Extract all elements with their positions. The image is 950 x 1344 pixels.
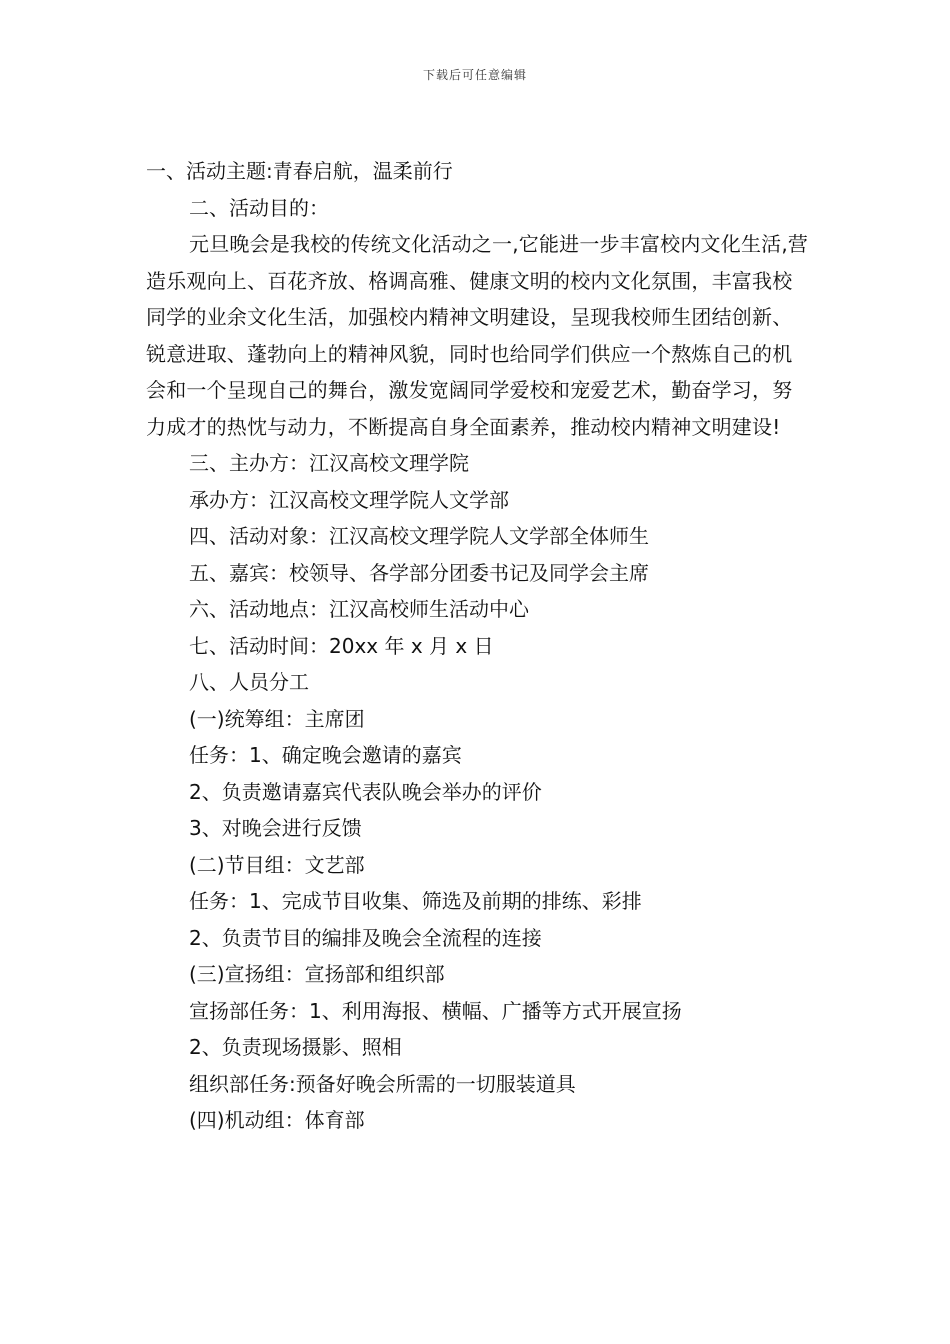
coordination-task-3: 3、对晚会进行反馈 <box>189 816 362 840</box>
section-staffing: 八、人员分工 <box>189 670 309 694</box>
group-program: (二)节目组：文艺部 <box>189 852 365 877</box>
group-publicity: (三)宣扬组：宣扬部和组织部 <box>189 962 445 986</box>
document-body <box>146 153 812 1139</box>
purpose-paragraph: 元旦晚会是我校的传统文化活动之一,它能进一步丰富校内文化生活,营造乐观向上、百花齐放、格调高雅、健康文明的校内文化氛围，丰富我校同学的业余文化生活，加强校内精神文明建设，呈现我校师生团结创新、锐意进取、蓬勃向上的精神风貌，同时也给同学们供应一个熬炼自己的机会和一个呈现自己的舞台，激发宽阔同学爱校和宠爱艺术，勤奋学习，努力成才的热忱与动力，不断提高自身全面素养，推动校内精神文明建设! <box>146 232 809 439</box>
program-task-2: 2、负责节目的编排及晚会全流程的连接 <box>189 925 542 950</box>
coordination-task-1: 任务：1、确定晚会邀请的嘉宾 <box>189 743 462 767</box>
section-theme: 一、活动主题:青春启航，温柔前行 <box>146 159 453 183</box>
co-organizer: 承办方：江汉高校文理学院人文学部 <box>189 487 509 512</box>
section-audience: 四、活动对象：江汉高校文理学院人文学部全体师生 <box>189 524 649 548</box>
group-coordination: (一)统筹组：主席团 <box>189 706 365 731</box>
section-location: 六、活动地点：江汉高校师生活动中心 <box>189 597 529 621</box>
section-time: 七、活动时间：20xx 年 x 月 x 日 <box>189 633 494 658</box>
section-guests: 五、嘉宾：校领导、各学部分团委书记及同学会主席 <box>189 560 649 585</box>
publicity-task-1: 宣扬部任务：1、利用海报、横幅、广播等方式开展宣扬 <box>189 998 682 1023</box>
publicity-task-2: 2、负责现场摄影、照相 <box>189 1035 402 1059</box>
section-purpose-heading: 二、活动目的： <box>189 195 329 220</box>
organization-task: 组织部任务:预备好晚会所需的一切服装道具 <box>189 1071 576 1096</box>
section-organizer: 三、主办方：江汉高校文理学院 <box>189 451 469 475</box>
coordination-task-2: 2、负责邀请嘉宾代表队晚会举办的评价 <box>189 779 542 804</box>
page-header-note: 下载后可任意编辑 <box>422 68 527 82</box>
program-task-1: 任务：1、完成节目收集、筛选及前期的排练、彩排 <box>189 889 642 913</box>
group-mobile: (四)机动组：体育部 <box>189 1108 365 1132</box>
